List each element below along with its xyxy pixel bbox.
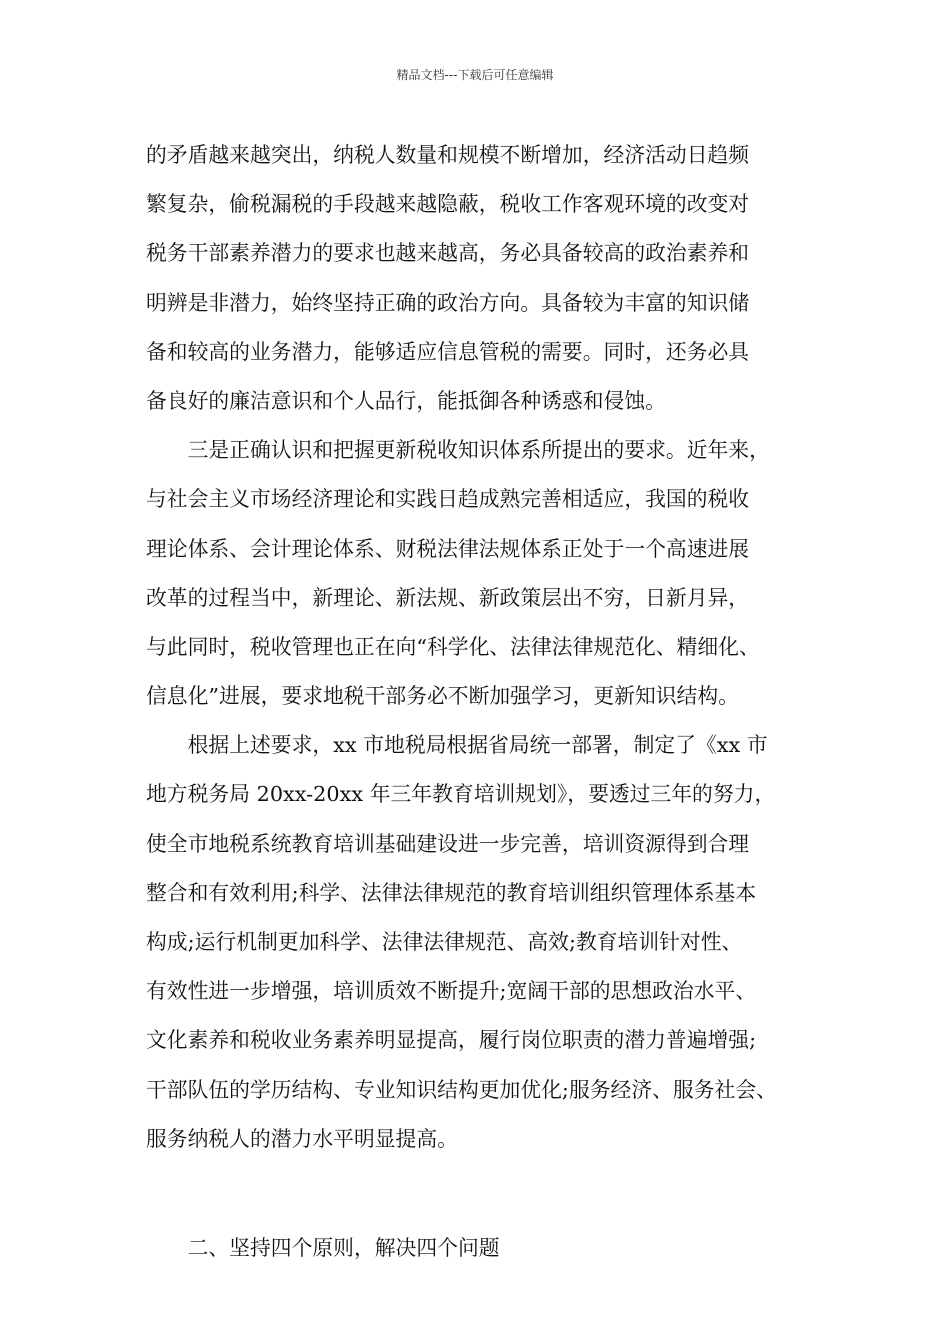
text-line: 服务纳税人的潜力水平明显提高。	[146, 1126, 458, 1151]
text-line: 明辨是非潜力，始终坚持正确的政治方向。具备较为丰富的知识储	[146, 290, 750, 315]
text-line: 与社会主义市场经济理论和实践日趋成熟完善相适应，我国的税收	[146, 487, 750, 512]
text-line: 地方税务局 20xx-20xx 年三年教育培训规划》，要透过三年的努力，	[146, 782, 776, 807]
text-line: 有效性进一步增强，培训质效不断提升;宽阔干部的思想政治水平、	[146, 979, 757, 1004]
section-spacer	[146, 1164, 826, 1224]
text-line: 理论体系、会计理论体系、财税法律法规体系正处于一个高速进展	[146, 536, 750, 561]
text-line: 整合和有效利用;科学、法律法律规范的教育培训组织管理体系基本	[146, 880, 757, 905]
text-line: 税务干部素养潜力的要求也越来越高，务必具备较高的政治素养和	[146, 241, 750, 266]
document-body	[146, 131, 826, 1273]
text-line: 改革的过程当中，新理论、新法规、新政策层出不穷，日新月异，	[146, 585, 750, 610]
text-line: 三是正确认识和把握更新税收知识体系所提出的要求。近年来，	[146, 438, 770, 463]
text-line: 与此同时，税收管理也正在向“科学化、法律法律规范化、精细化、	[146, 634, 760, 659]
text-line: 干部队伍的学历结构、专业知识结构更加优化;服务经济、服务社会、	[146, 1077, 777, 1102]
text-line: 的矛盾越来越突出，纳税人数量和规模不断增加，经济活动日趋频	[146, 143, 750, 167]
text-line: 文化素养和税收业务素养明显提高，履行岗位职责的潜力普遍增强;	[146, 1028, 757, 1053]
text-line: 根据上述要求，xx 市地税局根据省局统一部署，制定了《xx 市	[146, 733, 768, 758]
page-header: 精品文档---下载后可任意编辑	[396, 68, 554, 82]
section-heading: 二、坚持四个原则，解决四个问题	[146, 1235, 500, 1260]
text-line: 备和较高的业务潜力，能够适应信息管税的需要。同时，还务必具	[146, 339, 750, 364]
text-line: 信息化”进展，要求地税干部务必不断加强学习，更新知识结构。	[146, 684, 739, 709]
text-line: 繁复杂，偷税漏税的手段越来越隐蔽，税收工作客观环境的改变对	[146, 192, 750, 217]
text-line: 使全市地税系统教育培训基础建设进一步完善，培训资源得到合理	[146, 831, 750, 856]
text-line: 构成;运行机制更加科学、法律法律规范、高效;教育培训针对性、	[146, 930, 743, 954]
text-line: 备良好的廉洁意识和个人品行，能抵御各种诱惑和侵蚀。	[146, 388, 666, 413]
